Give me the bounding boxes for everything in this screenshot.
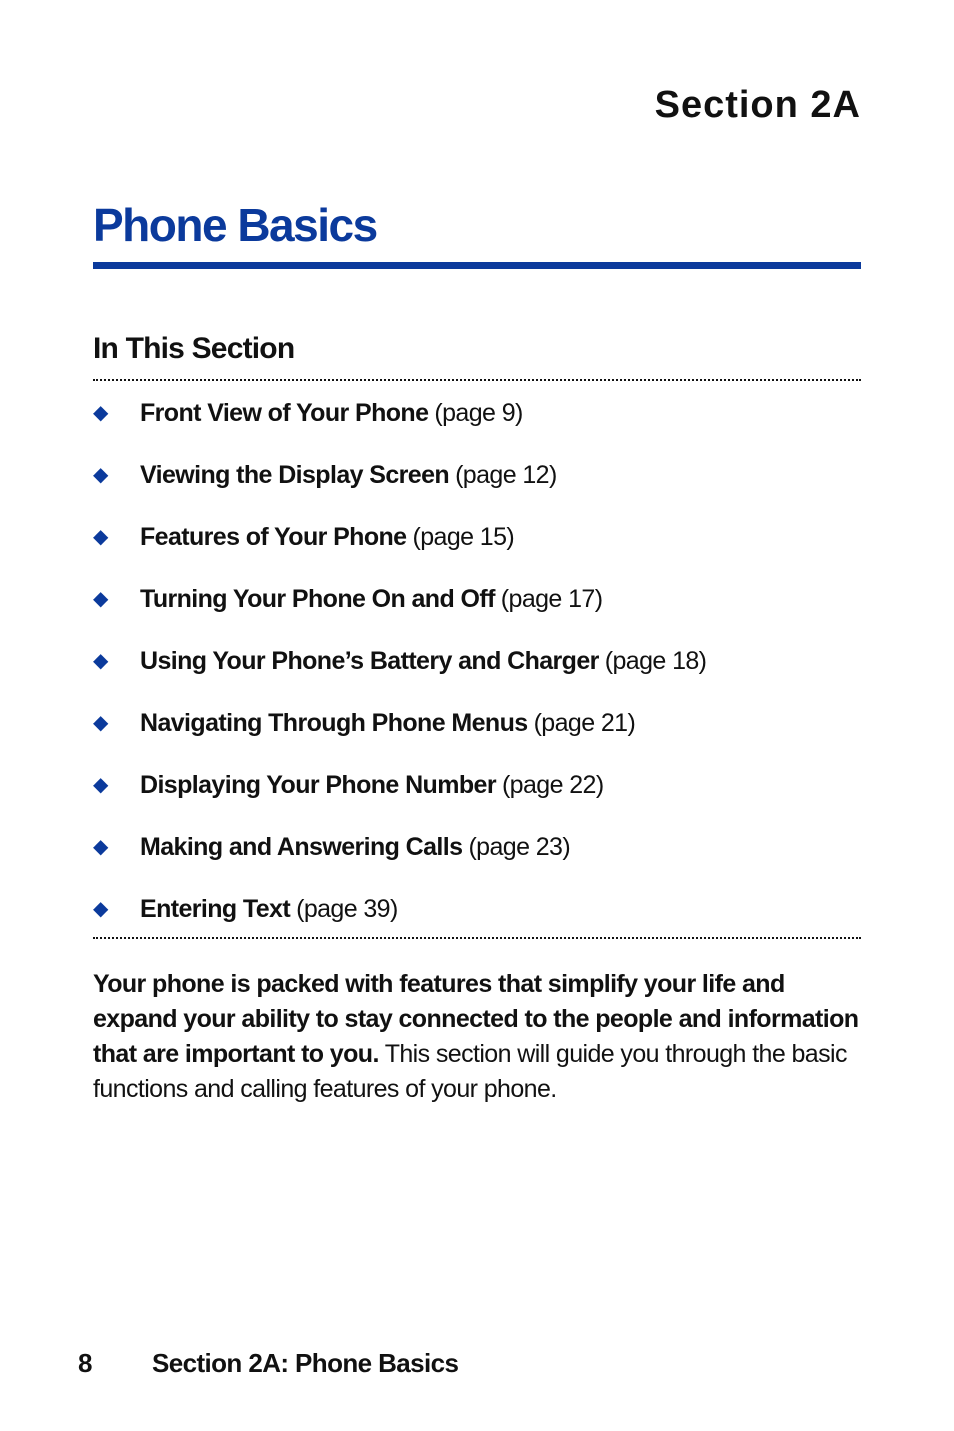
toc-item[interactable]: [93, 765, 861, 827]
diamond-bullet-icon: ◆: [93, 650, 108, 672]
page-title: Phone Basics: [93, 199, 377, 251]
toc-item-title: Features of Your Phone: [140, 523, 407, 551]
toc-item-page: (page 12): [455, 461, 557, 489]
toc-item[interactable]: [93, 889, 861, 951]
toc-item-page: (page 17): [500, 585, 603, 613]
diamond-bullet-icon: ◆: [93, 712, 108, 734]
toc-item-page: (page 22): [501, 771, 604, 799]
section-label: Section 2A: [654, 84, 861, 126]
toc-item-page: (page 9): [434, 399, 523, 427]
toc-item[interactable]: [93, 455, 861, 517]
toc-item-page: (page 15): [412, 523, 515, 551]
toc-item-title: Entering Text: [140, 895, 291, 923]
toc-item[interactable]: [93, 827, 861, 889]
intro-paragraph: [93, 967, 861, 1107]
diamond-bullet-icon: ◆: [93, 526, 108, 548]
toc-item-title: Navigating Through Phone Menus: [140, 709, 528, 737]
toc-item[interactable]: [93, 703, 861, 765]
toc-item-page: (page 18): [604, 647, 707, 675]
toc-item[interactable]: [93, 641, 861, 703]
toc-item-page: (page 39): [296, 895, 398, 923]
toc-list: [93, 393, 861, 951]
toc-top-divider: [93, 379, 861, 381]
intro-bold-text: Your phone is packed with features that simplify your life and expand your ability to stay connected to the people and information that are important to you.: [93, 970, 859, 1068]
diamond-bullet-icon: ◆: [93, 588, 108, 610]
toc-item[interactable]: [93, 579, 861, 641]
toc-item-title: Displaying Your Phone Number: [140, 771, 496, 799]
toc-bottom-divider: [93, 937, 861, 939]
toc-item-title: Front View of Your Phone: [140, 399, 429, 427]
intro-regular-text: This section will guide you through the basic functions and calling features of your phone.: [93, 1040, 847, 1103]
diamond-bullet-icon: ◆: [93, 402, 108, 424]
page-footer: [78, 1348, 458, 1379]
toc-item[interactable]: [93, 393, 861, 455]
toc-item-title: Viewing the Display Screen: [140, 461, 450, 489]
diamond-bullet-icon: ◆: [93, 774, 108, 796]
toc-item[interactable]: [93, 517, 861, 579]
toc-item-page: (page 23): [468, 833, 571, 861]
diamond-bullet-icon: ◆: [93, 464, 108, 486]
toc-item-title: Turning Your Phone On and Off: [140, 585, 495, 613]
footer-running-title: Section 2A: Phone Basics: [152, 1348, 459, 1378]
diamond-bullet-icon: ◆: [93, 898, 108, 920]
title-rule: [93, 262, 861, 269]
diamond-bullet-icon: ◆: [93, 836, 108, 858]
footer-page-number: 8: [78, 1348, 92, 1378]
toc-item-title: Using Your Phone’s Battery and Charger: [140, 647, 599, 675]
toc-item-title: Making and Answering Calls: [140, 833, 463, 861]
toc-heading: In This Section: [93, 332, 295, 365]
toc-item-page: (page 21): [533, 709, 636, 737]
